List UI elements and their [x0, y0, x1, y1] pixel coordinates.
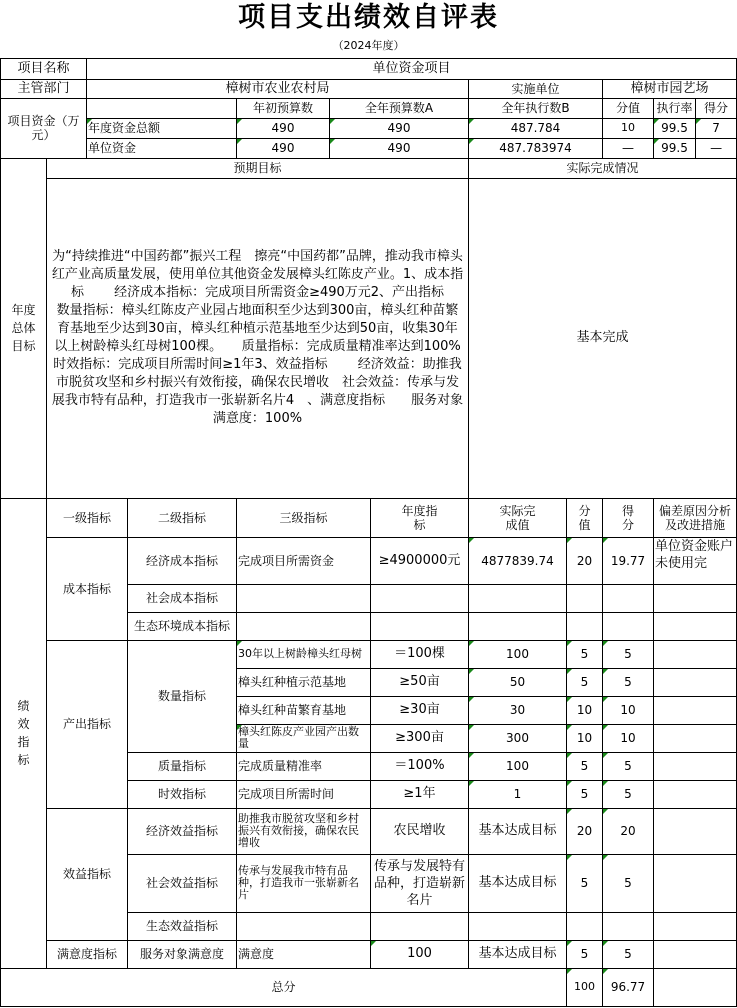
score: 5 — [603, 752, 654, 780]
deviation — [654, 940, 737, 968]
target: 传承与发展特有品种，打造崭新名片 — [371, 854, 469, 912]
score-value: 5 — [567, 752, 603, 780]
empty-cell — [567, 584, 603, 612]
target: 100 — [371, 940, 469, 968]
actual-completion-header: 实际完成情况 — [469, 158, 737, 178]
deviation: 单位资金账户未使用完 — [654, 537, 737, 584]
level1-cost: 成本指标 — [47, 537, 128, 640]
level3: 樟头红种苗繁育基地 — [237, 696, 371, 724]
empty-cell — [603, 612, 654, 640]
empty-cell — [654, 912, 737, 940]
score: 5 — [603, 668, 654, 696]
deviation — [654, 668, 737, 696]
goals-label — [1, 158, 47, 498]
score-value: 5 — [567, 668, 603, 696]
funds-header: 年初预算数 — [237, 98, 330, 118]
empty-cell — [469, 912, 567, 940]
execution-rate: 99.5 — [654, 118, 696, 138]
actual: 50 — [469, 668, 567, 696]
score-value: 5 — [567, 780, 603, 808]
executed-amount: 487.784 — [469, 118, 603, 138]
target: 农民增收 — [371, 808, 469, 854]
score-value: 10 — [567, 724, 603, 752]
deviation — [654, 724, 737, 752]
impl-label: 实施单位 — [469, 79, 603, 98]
project-name: 单位资金项目 — [87, 58, 737, 79]
actual: 4877839.74 — [469, 537, 567, 584]
indicators-label — [1, 498, 47, 968]
initial-budget: 490 — [237, 138, 330, 158]
level2: 服务对象满意度 — [128, 940, 237, 968]
total-label: 总分 — [1, 968, 567, 1006]
level2: 经济效益指标 — [128, 808, 237, 854]
actual: 100 — [469, 752, 567, 780]
actual: 300 — [469, 724, 567, 752]
level3: 助推我市脱贫攻坚和乡村振兴有效衔接，确保农民增收 — [237, 808, 371, 854]
indicator-header: 二级指标 — [128, 498, 237, 537]
execution-rate: 99.5 — [654, 138, 696, 158]
score-value: 5 — [567, 854, 603, 912]
executed-amount: 487.783974 — [469, 138, 603, 158]
empty-cell — [603, 584, 654, 612]
level2: 生态效益指标 — [128, 912, 237, 940]
score: — — [696, 138, 737, 158]
empty-cell — [603, 912, 654, 940]
actual: 100 — [469, 640, 567, 668]
indicator-row — [1, 940, 737, 968]
funds-header-blank — [87, 98, 237, 118]
level2: 生态环境成本指标 — [128, 612, 237, 640]
deviation — [654, 696, 737, 724]
indicator-header: 得分 — [603, 498, 654, 537]
target: ≥30亩 — [371, 696, 469, 724]
empty-cell — [371, 912, 469, 940]
score: 7 — [696, 118, 737, 138]
level3: 完成质量精准率 — [237, 752, 371, 780]
empty-cell — [567, 612, 603, 640]
indicator-row — [1, 537, 737, 584]
deviation — [654, 640, 737, 668]
deviation — [654, 752, 737, 780]
funds-header: 分值 — [603, 98, 654, 118]
level1-benefit: 效益指标 — [47, 808, 128, 940]
expected-goal-text: 为“持续推进“中国药都”振兴工程 擦亮“中国药都”品牌，推动我市樟头红产业高质量发展，使用单位其他资金发展樟头红陈皮产业。1、成本指标 经济成本指标：完成项目所需资金≥490万元2、产出指标 数量指标：樟头红陈皮产业园占地面积至少达到300亩，樟头红种苗繁育基地至少达到30亩，樟头红种植示范基地至少达到50亩，收集30年以上树龄樟头红母树100棵。 质量指标：完成质量精准率达到100% 时效指标：完成项目所需时间≥1年3、效益指标 经济效益：助推我市脱贫攻坚和乡村振兴有效衔接，确保农民增收 社会效益：传承与发展我市特有品种，打造我市一张崭新名片4 、满意度指标 服务对象满意度：100% — [47, 178, 469, 498]
report-year: （2024年度） — [332, 39, 405, 53]
deviation — [654, 854, 737, 912]
deviation — [654, 780, 737, 808]
total-row — [1, 968, 737, 1006]
funds-row — [1, 138, 737, 158]
deviation — [654, 808, 737, 854]
empty-cell — [654, 612, 737, 640]
funds-header: 全年预算数A — [330, 98, 469, 118]
level3: 30年以上树龄樟头红母树 — [237, 640, 371, 668]
page-title: 项目支出绩效自评表 — [238, 1, 500, 33]
total-score-value: 100 — [567, 968, 603, 1006]
score-value: 5 — [567, 940, 603, 968]
indicator-row — [1, 808, 737, 854]
level3: 完成项目所需资金 — [237, 537, 371, 584]
annual-budget: 490 — [330, 118, 469, 138]
level2: 数量指标 — [128, 640, 237, 752]
empty-cell — [237, 584, 371, 612]
target: ＝100棵 — [371, 640, 469, 668]
score: 20 — [603, 808, 654, 854]
level2: 质量指标 — [128, 752, 237, 780]
indicator-row — [1, 640, 737, 668]
level3: 满意度 — [237, 940, 371, 968]
actual: 基本达成目标 — [469, 940, 567, 968]
actual: 基本达成目标 — [469, 808, 567, 854]
target: ≥1年 — [371, 780, 469, 808]
level2: 社会效益指标 — [128, 854, 237, 912]
actual: 30 — [469, 696, 567, 724]
level3: 樟头红陈皮产业园产出数量 — [237, 724, 371, 752]
indicator-header: 三级指标 — [237, 498, 371, 537]
target: ≥50亩 — [371, 668, 469, 696]
level2: 社会成本指标 — [128, 584, 237, 612]
actual: 1 — [469, 780, 567, 808]
empty-cell — [654, 968, 737, 1006]
funds-row — [1, 118, 737, 138]
funds-row-label: 单位资金 — [87, 138, 237, 158]
funds-label: 项目资金（万元） — [1, 98, 87, 158]
empty-cell — [371, 612, 469, 640]
empty-cell — [567, 912, 603, 940]
funds-header: 全年执行数B — [469, 98, 603, 118]
expected-goal-header: 预期目标 — [47, 158, 469, 178]
score-value: 5 — [567, 640, 603, 668]
level2: 经济成本指标 — [128, 537, 237, 584]
score: 5 — [603, 640, 654, 668]
empty-cell — [237, 912, 371, 940]
level1-satisfaction: 满意度指标 — [47, 940, 128, 968]
score-value: 10 — [567, 696, 603, 724]
project-name-label: 项目名称 — [1, 58, 87, 79]
score-value: 10 — [603, 118, 654, 138]
score-value: 20 — [567, 537, 603, 584]
actual-completion-text: 基本完成 — [469, 178, 737, 498]
level3: 传承与发展我市特有品种，打造我市一张崭新名片 — [237, 854, 371, 912]
funds-header: 得分 — [696, 98, 737, 118]
empty-cell — [654, 584, 737, 612]
indicator-header: 年度指标 — [371, 498, 469, 537]
dept-value: 樟树市农业农村局 — [87, 79, 469, 98]
target: ≥300亩 — [371, 724, 469, 752]
empty-cell — [237, 612, 371, 640]
indicators-label-text: 绩效指标 — [17, 699, 30, 767]
empty-cell — [469, 612, 567, 640]
indicator-header: 一级指标 — [47, 498, 128, 537]
score: 19.77 — [603, 537, 654, 584]
annual-budget: 490 — [330, 138, 469, 158]
actual: 基本达成目标 — [469, 854, 567, 912]
score: 5 — [603, 854, 654, 912]
score: 10 — [603, 724, 654, 752]
indicator-header: 实际完成值 — [469, 498, 567, 537]
target: ≥4900000元 — [371, 537, 469, 584]
level1-output: 产出指标 — [47, 640, 128, 808]
level3: 樟头红种植示范基地 — [237, 668, 371, 696]
indicator-header: 偏差原因分析及改进措施 — [654, 498, 737, 537]
dept-label: 主管部门 — [1, 79, 87, 98]
goals-label-text: 年度总体目标 — [11, 303, 36, 353]
score-value: 20 — [567, 808, 603, 854]
initial-budget: 490 — [237, 118, 330, 138]
level2: 时效指标 — [128, 780, 237, 808]
score: 5 — [603, 940, 654, 968]
funds-header: 执行率 — [654, 98, 696, 118]
total-score: 96.77 — [603, 968, 654, 1006]
score: 5 — [603, 780, 654, 808]
indicator-header: 分值 — [567, 498, 603, 537]
empty-cell — [371, 584, 469, 612]
target: ＝100% — [371, 752, 469, 780]
funds-row-label: 年度资金总额 — [87, 118, 237, 138]
empty-cell — [469, 584, 567, 612]
score-value: — — [603, 138, 654, 158]
impl-value: 樟树市园艺场 — [603, 79, 737, 98]
level3: 完成项目所需时间 — [237, 780, 371, 808]
score: 10 — [603, 696, 654, 724]
